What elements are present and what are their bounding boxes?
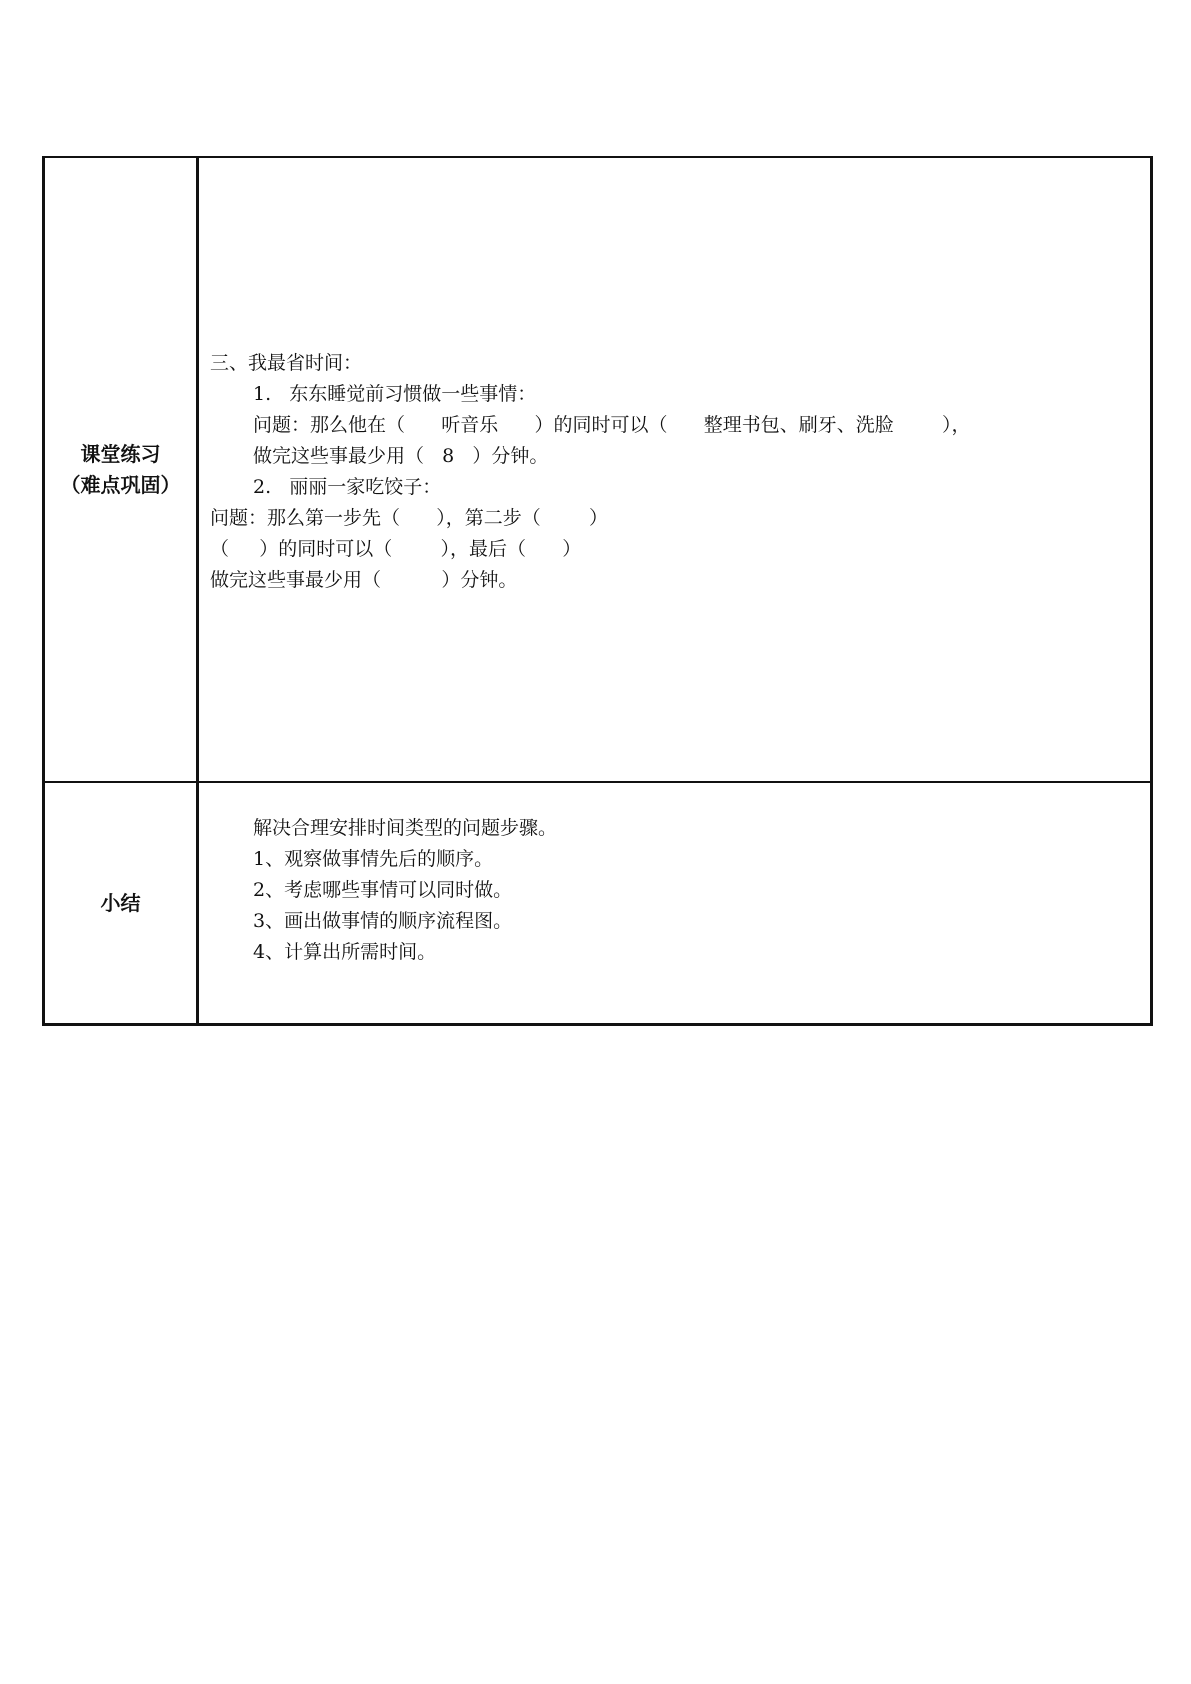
lesson-plan-table — [42, 156, 1153, 1026]
summary-text — [210, 813, 1142, 968]
summary-step-4: 4、计算出所需时间。 — [253, 941, 437, 963]
practice-question-2-prompt: 问题：那么第一步先（ ），第二步（ ） — [210, 507, 609, 529]
practice-question-1-time: 做完这些事最少用（ 8 ）分钟。 — [253, 445, 549, 467]
summary-intro: 解决合理安排时间类型的问题步骤。 — [253, 817, 558, 839]
practice-content-cell — [198, 157, 1152, 782]
summary-step-2: 2、考虑哪些事情可以同时做。 — [253, 879, 513, 901]
summary-row — [44, 782, 1152, 1025]
summary-label-cell — [44, 782, 198, 1025]
practice-row — [44, 157, 1152, 782]
practice-label-line1: 课堂练习 — [80, 441, 161, 466]
practice-label-cell — [44, 157, 198, 782]
practice-question-1-prompt: 问题：那么他在（ 听音乐 ）的同时可以（ 整理书包、刷牙、洗脸 ）， — [253, 414, 971, 436]
practice-label-line2: （难点巩固） — [60, 472, 181, 497]
summary-label: 小结 — [100, 890, 141, 915]
summary-step-1: 1、观察做事情先后的顺序。 — [253, 848, 494, 870]
summary-content-cell — [198, 782, 1152, 1025]
practice-question-2-time: 做完这些事最少用（ ）分钟。 — [210, 569, 518, 591]
summary-step-3: 3、画出做事情的顺序流程图。 — [253, 910, 513, 932]
practice-section-heading: 三、我最省时间： — [210, 352, 363, 374]
practice-question-1: 1. 东东睡觉前习惯做一些事情： — [253, 383, 537, 405]
practice-question-2-concurrent: （ ）的同时可以（ ），最后（ ） — [210, 538, 582, 560]
practice-question-2: 2. 丽丽一家吃饺子： — [253, 476, 442, 498]
practice-text — [210, 348, 1142, 596]
